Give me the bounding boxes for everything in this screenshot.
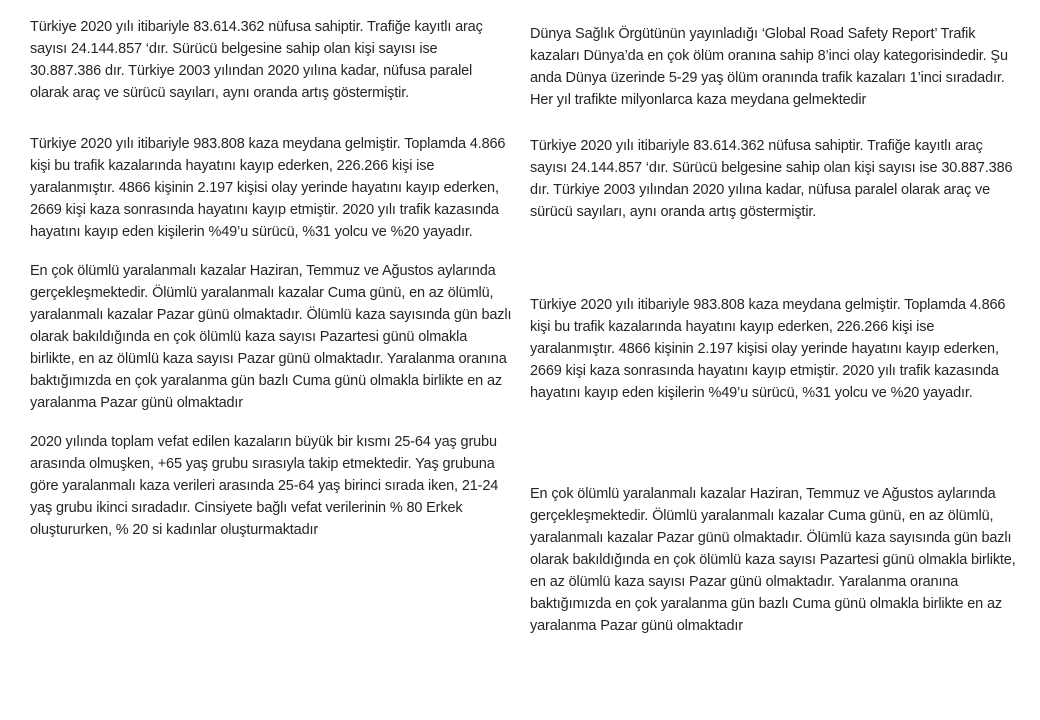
paragraph-age-gender-distribution: 2020 yılında toplam vefat edilen kazaların büyük bir kısmı 25-64 yaş grubu arasında olmuşken, +65 yaş grubu sırasıyla takip etmektedir. Yaş grubuna göre yaralanmalı kaza verileri arasında 25-64 yaş birinci sırada iken, 21-24 yaş grubu ikinci sıradadır. Cinsiyete bağlı vefat verilerinin % 80 Erkek oluştururken, % 20 si kadınlar oluşturmaktadır (30, 434, 499, 538)
paragraph-population-vehicles: Türkiye 2020 yılı itibariyle 83.614.362 nüfusa sahiptir. Trafiğe kayıtlı araç sayısı 24.144.857 ‘dır. Sürücü belgesine sahip olan kişi sayısı ise 30.887.386 dır. Türkiye 2003 yılından 2020 yılına kadar, nüfusa paralel olarak araç ve sürücü sayıları, aynı oranda artış göstermiştir. (30, 19, 483, 101)
paragraph-accidents-casualties-repeat: Türkiye 2020 yılı itibariyle 983.808 kaza meydana gelmiştir. Toplamda 4.866 kişi bu trafik kazalarında hayatını kayıp ederken, 226.266 kişi ise yaralanmıştır. 4866 kişinin 2.197 kişisi olay yerinde hayatını kayıp ederken, 2669 kişi kaza sonrasında hayatını kayıp etmiştir. 2020 yılı trafik kazasında hayatını kayıp eden kişilerin %49’u sürücü, %31 yolcu ve %20 yayadır. (530, 297, 1006, 401)
paragraph-months-days-distribution: En çok ölümlü yaralanmalı kazalar Haziran, Temmuz ve Ağustos aylarında gerçekleşmektedir. Ölümlü yaralanmalı kazalar Cuma günü, en az ölümlü, yaralanmalı kazalar Pazar günü olmaktadır. Ölümlü kaza sayısında gün bazlı olarak bakıldığında en çok ölümlü kaza sayısı Pazartesi günü olmakla birlikte, en az ölümlü kaza sayısı Pazar günü olmaktadır. Yaralanma oranına baktığımızda en çok yaralanma gün bazlı Cuma günü olmakla birlikte en az yaralanma Pazar günü olmaktadır (30, 263, 512, 411)
paragraph-accidents-casualties: Türkiye 2020 yılı itibariyle 983.808 kaza meydana gelmiştir. Toplamda 4.866 kişi bu trafik kazalarında hayatını kayıp ederken, 226.266 kişi ise yaralanmıştır. 4866 kişinin 2.197 kişisi olay yerinde hayatını kayıp ederken, 2669 kişi kaza sonrasında hayatını kayıp etmiştir. 2020 yılı trafik kazasında hayatını kayıp eden kişilerin %49’u sürücü, %31 yolcu ve %20 yayadır. (30, 136, 506, 240)
paragraph-who-global-road-safety: Dünya Sağlık Örgütünün yayınladığı ‘Global Road Safety Report’ Trafik kazaları Dünya’da en çok ölüm oranına sahip 8’inci olay kategorisindedir. Şu anda Dünya üzerinde 5-29 yaş ölüm oranında trafik kazaları 1’inci sıradadır. Her yıl trafikte milyonlarca kaza meydana gelmektedir (530, 26, 1008, 108)
paragraph-months-days-distribution-repeat: En çok ölümlü yaralanmalı kazalar Haziran, Temmuz ve Ağustos aylarında gerçekleşmektedir. Ölümlü yaralanmalı kazalar Cuma günü, en az ölümlü, yaralanmalı kazalar Pazar günü olmaktadır. Ölümlü kaza sayısında gün bazlı olarak bakıldığında en çok ölümlü kaza sayısı Pazartesi günü olmakla birlikte, en az ölümlü kaza sayısı Pazar günü olmaktadır. Yaralanma oranına baktığımızda en çok yaralanma gün bazlı Cuma günü olmakla birlikte en az yaralanma Pazar günü olmaktadır (530, 486, 1016, 634)
paragraph-population-vehicles-repeat: Türkiye 2020 yılı itibariyle 83.614.362 nüfusa sahiptir. Trafiğe kayıtlı araç sayısı 24.144.857 ‘dır. Sürücü belgesine sahip olan kişi sayısı ise 30.887.386 dır. Türkiye 2003 yılından 2020 yılına kadar, nüfusa paralel olarak araç ve sürücü sayıları, aynı oranda artış göstermiştir. (530, 138, 1013, 220)
